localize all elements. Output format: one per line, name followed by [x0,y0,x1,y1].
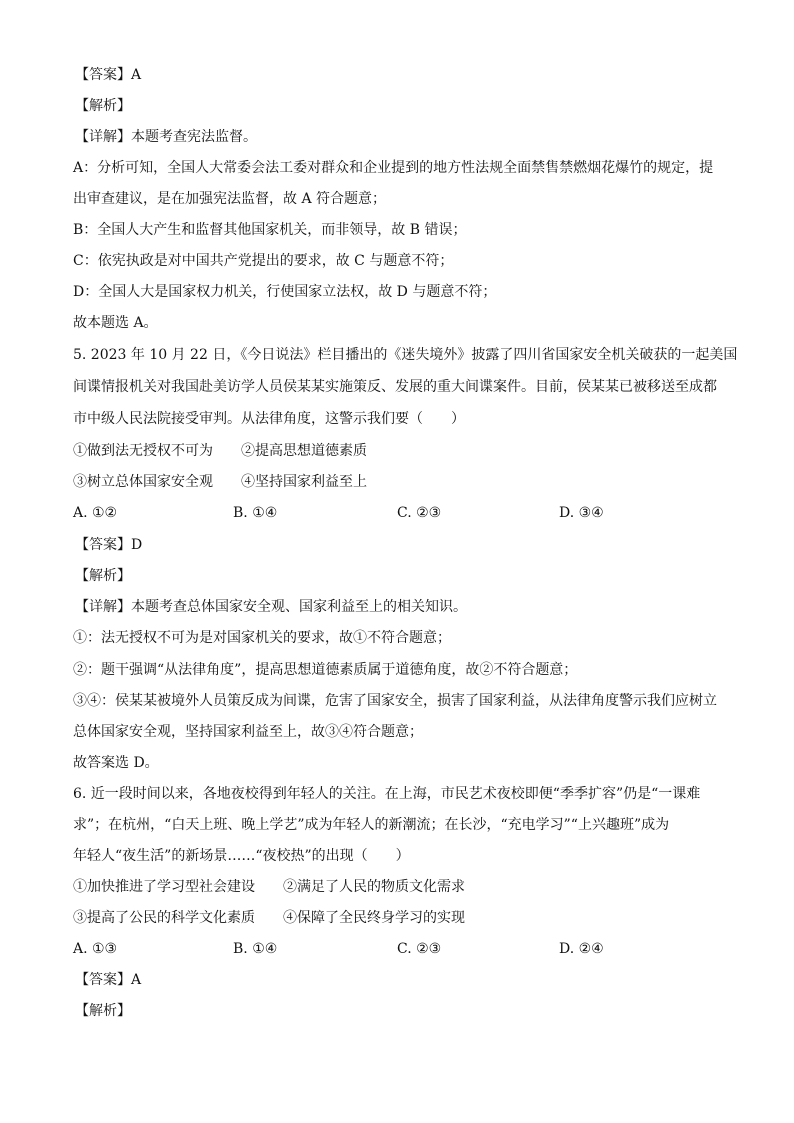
q4-conclusion: 故本题选 A。 [73,315,158,331]
q6-option-c: C. ②③ [397,941,442,957]
q5-option-c: C. ②③ [397,505,442,521]
q5-statement-line: ①做到法无授权不可为 ②提高思想道德素质 [73,443,367,459]
q4-explanation-line: D：全国人大是国家权力机关，行使国家立法权，故 D 与题意不符； [73,284,497,300]
q4-answer: 【答案】A [75,67,142,83]
q6-stem-line: 6. 近一段时间以来，各地夜校得到年轻人的关注。在上海，市民艺术夜校即便“季季扩容”仍是“一课难 [73,786,701,802]
q5-stem-line: 间谍情报机关对我国赴美访学人员侯某某实施策反、发展的重大间谍案件。目前，侯某某已被移送至成都 [73,379,717,395]
q4-explanation-line: 出审查建议，是在加强宪法监督，故 A 符合题意； [73,191,387,207]
q6-answer: 【答案】A [75,972,142,988]
q5-option-a: A. ①② [73,505,118,521]
q6-option-b: B. ①④ [233,941,278,957]
q6-statement-line: ③提高了公民的科学文化素质 ④保障了全民终身学习的实现 [73,910,465,926]
q6-statement-line: ①加快推进了学习型社会建设 ②满足了人民的物质文化需求 [73,879,465,895]
q5-explanation-line: ②：题干强调“从法律角度”，提高思想道德素质属于道德角度，故②不符合题意； [73,662,578,678]
q4-detail: 【详解】本题考查宪法监督。 [75,129,257,145]
q4-analysis-label: 【解析】 [75,98,131,114]
q6-options [73,939,733,959]
q5-option-b: B. ①④ [233,505,278,521]
q5-conclusion: 故答案选 D。 [73,755,159,771]
q5-explanation-line: ③④：侯某某被境外人员策反成为间谍，危害了国家安全，损害了国家利益，从法律角度警示我们应树立 [73,693,717,709]
q5-statement-line: ③树立总体国家安全观 ④坚持国家利益至上 [73,474,367,490]
q5-explanation-line: 总体国家安全观，坚持国家利益至上，故③④符合题意； [73,724,423,740]
q6-stem-line: 年轻人“夜生活”的新场景……“夜校热”的出现（ ） [73,848,410,864]
q5-stem-line: 市中级人民法院接受审判。从法律角度，这警示我们要（ ） [73,411,465,427]
q4-explanation-line: B：全国人大产生和监督其他国家机关，而非领导，故 B 错误； [73,222,467,238]
q6-analysis-label: 【解析】 [75,1003,131,1019]
q5-options [73,503,733,523]
q5-analysis-label: 【解析】 [75,568,131,584]
q5-option-d: D. ③④ [559,505,604,521]
q5-stem-line: 5. 2023 年 10 月 22 日，《今日说法》栏目播出的《迷失境外》披露了四川省国家安全机关破获的一起美国 [73,347,738,363]
q6-option-d: D. ②④ [559,941,604,957]
q4-explanation-line: A：分析可知，全国人大常委会法工委对群众和企业提到的地方性法规全面禁售禁燃烟花爆竹的规定，提 [73,160,714,176]
q6-option-a: A. ①③ [73,941,118,957]
q5-detail: 【详解】本题考查总体国家安全观、国家利益至上的相关知识。 [75,599,467,615]
q6-stem-line: 求”；在杭州，“白天上班、晚上学艺”成为年轻人的新潮流；在长沙，“充电学习”“上兴趣班”成为 [73,817,670,833]
q5-answer: 【答案】D [75,537,143,553]
q4-explanation-line: C：依宪执政是对中国共产党提出的要求，故 C 与题意不符； [73,253,454,269]
q5-explanation-line: ①：法无授权不可为是对国家机关的要求，故①不符合题意； [73,630,451,646]
